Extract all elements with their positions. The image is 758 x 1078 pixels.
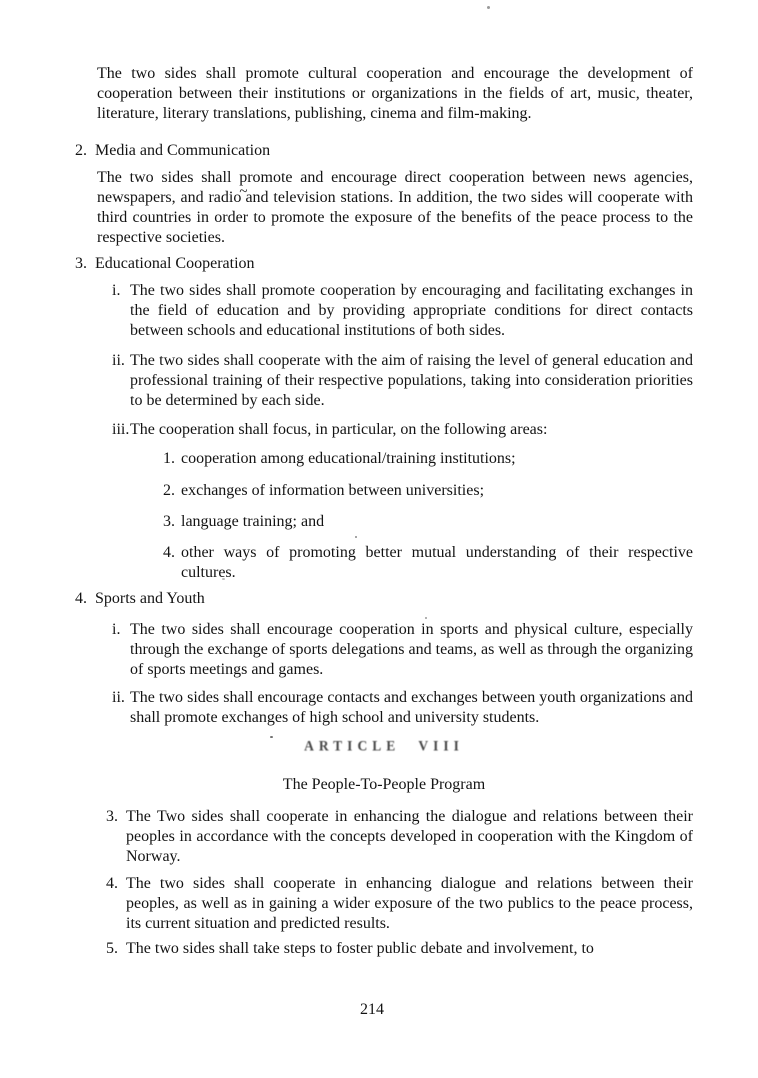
section-number: 4. <box>75 590 87 607</box>
list-item-number: ii. <box>112 689 125 706</box>
list-item-number: i. <box>112 282 121 299</box>
cultural-cooperation-paragraph: The two sides shall promote cultural cooperation and encourage the development of cooperation between their institutions or organizations in the fields of art, music, theater, literature, literary translations, publishing, cinema and film-making. <box>97 65 693 122</box>
list-item-text: The two sides shall take steps to foster public debate and involvement, to <box>126 940 594 957</box>
section-title: Educational Cooperation <box>95 255 255 272</box>
media-section-heading <box>75 141 693 161</box>
list-item-number: 3. <box>163 513 175 530</box>
section-number: 3. <box>75 255 87 272</box>
education-item-i <box>112 281 693 341</box>
program-item-3 <box>106 807 693 867</box>
list-item-number: 1. <box>163 450 175 467</box>
people-to-people-program-heading: The People-To-People Program <box>282 776 486 793</box>
list-item-number: 3. <box>106 808 118 825</box>
sports-item-i <box>112 620 693 680</box>
list-item-number: i. <box>112 621 121 638</box>
list-item-text: exchanges of information between universities; <box>181 482 485 499</box>
education-subitem-1 <box>163 449 693 469</box>
section-title: Sports and Youth <box>95 590 205 607</box>
list-item-text: The two sides shall encourage cooperation in sports and physical culture, especially through the exchange of sports delegations and teams, as well as through the organizing of sports meetings and games. <box>130 621 693 678</box>
section-title: Media and Communication <box>95 142 271 159</box>
list-item-number: 5. <box>106 940 118 957</box>
list-item-text: The cooperation shall focus, in particular, on the following areas: <box>130 421 548 438</box>
sports-section-heading <box>75 589 693 609</box>
education-subitem-2 <box>163 481 693 501</box>
list-item-number: 4. <box>106 875 118 892</box>
list-item-text: other ways of promoting better mutual understanding of their respective cultures. <box>181 544 693 581</box>
education-subitem-3 <box>163 512 693 532</box>
list-item-number: ii. <box>112 352 125 369</box>
list-item-text: The two sides shall promote cooperation by encouraging and facilitating exchanges in the field of education and by providing appropriate conditions for direct contacts between schools and educational institutions of both sides. <box>130 282 693 339</box>
list-item-text: The two sides shall cooperate with the aim of raising the level of general education and professional training of their respective populations, taking into consideration priorities to be determined by each side. <box>130 352 693 409</box>
media-paragraph-part1: The two sides shall promote and encourage direct cooperation between news agencies, newspapers, and radio <box>97 169 693 206</box>
education-section-heading <box>75 254 693 274</box>
education-subitem-4 <box>163 543 693 583</box>
media-paragraph <box>97 168 693 248</box>
article-heading-row <box>75 736 693 756</box>
program-item-4 <box>106 874 693 934</box>
list-item-text: The two sides shall cooperate in enhancing dialogue and relations between their peoples, as well as in gaining a wider exposure of the two publics to the peace process, its current situation and predicted results. <box>126 875 693 932</box>
list-item-text: The Two sides shall cooperate in enhancing the dialogue and relations between their peoples in accordance with the concepts developed in cooperation with the Kingdom of Norway. <box>126 808 693 865</box>
list-item-number: iii. <box>112 421 130 438</box>
list-item-text: cooperation among educational/training institutions; <box>181 450 516 467</box>
document-content <box>75 0 693 959</box>
tilde-scan-artifact: ~ <box>239 184 248 200</box>
list-item-number: 4. <box>163 544 175 561</box>
sports-item-ii <box>112 688 693 728</box>
list-item-text: language training; and <box>181 513 325 530</box>
list-item-number: 2. <box>163 482 175 499</box>
education-item-ii <box>112 351 693 411</box>
education-item-iii <box>112 420 693 440</box>
article-viii-heading: ARTICLE VIII <box>304 737 464 754</box>
media-paragraph-part2: and television stations. In addition, the two sides will cooperate with third countries in order to promote the exposure of the benefits of the peace process to the respective societies. <box>97 189 693 246</box>
program-item-5 <box>106 939 693 959</box>
page-number: 214 <box>360 1001 384 1018</box>
section-number: 2. <box>75 142 87 159</box>
list-item-text: The two sides shall encourage contacts and exchanges between youth organizations and shall promote exchanges of high school and university students. <box>130 689 693 726</box>
